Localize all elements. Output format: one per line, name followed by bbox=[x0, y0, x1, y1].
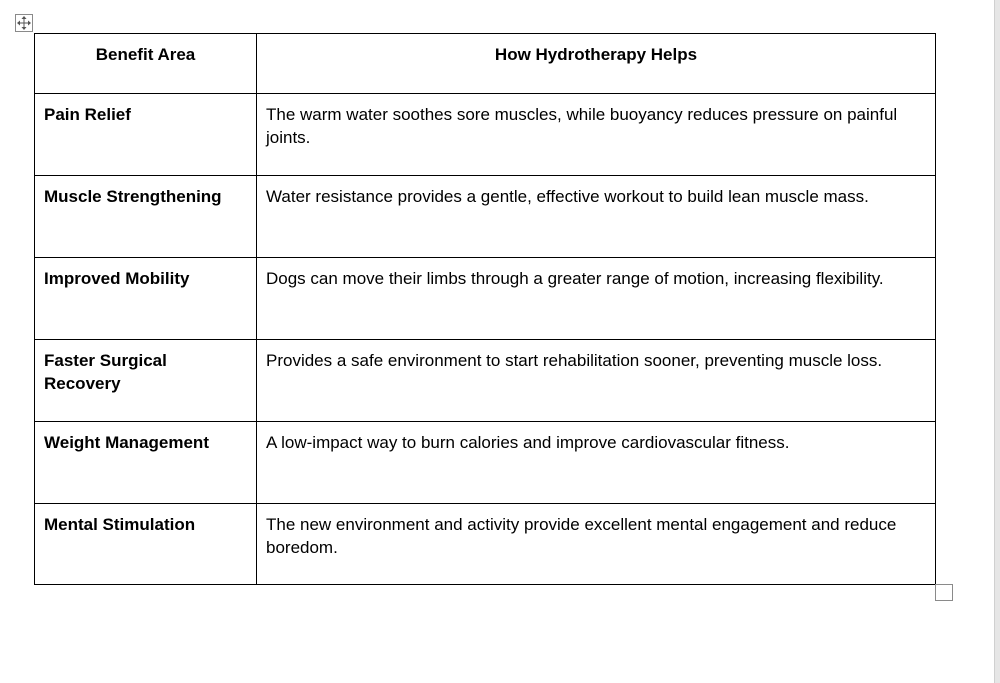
benefit-description-cell[interactable]: Provides a safe environment to start rehabilitation sooner, preventing muscle loss. bbox=[257, 340, 936, 422]
benefit-description-cell[interactable]: A low-impact way to burn calories and improve cardiovascular fitness. bbox=[257, 422, 936, 504]
header-how-hydrotherapy-helps[interactable]: How Hydrotherapy Helps bbox=[257, 34, 936, 94]
benefit-area-cell[interactable]: Mental Stimulation bbox=[35, 504, 257, 585]
table-row bbox=[35, 504, 936, 585]
benefit-description-cell[interactable]: The warm water soothes sore muscles, while buoyancy reduces pressure on painful joints. bbox=[257, 94, 936, 176]
table-row bbox=[35, 340, 936, 422]
table-header-row bbox=[35, 34, 936, 94]
table-row bbox=[35, 258, 936, 340]
benefit-area-cell[interactable]: Improved Mobility bbox=[35, 258, 257, 340]
four-way-arrow-icon bbox=[16, 15, 32, 31]
table-move-handle-icon[interactable] bbox=[15, 14, 33, 32]
benefit-area-cell[interactable]: Weight Management bbox=[35, 422, 257, 504]
benefit-description-cell[interactable]: The new environment and activity provide excellent mental engagement and reduce boredom. bbox=[257, 504, 936, 585]
benefit-area-cell[interactable]: Pain Relief bbox=[35, 94, 257, 176]
vertical-scrollbar[interactable] bbox=[994, 0, 1000, 683]
table-row bbox=[35, 422, 936, 504]
benefit-description-cell[interactable]: Water resistance provides a gentle, effective workout to build lean muscle mass. bbox=[257, 176, 936, 258]
benefit-area-cell[interactable]: Muscle Strengthening bbox=[35, 176, 257, 258]
table-row bbox=[35, 176, 936, 258]
benefit-area-cell[interactable]: Faster Surgical Recovery bbox=[35, 340, 257, 422]
benefit-description-cell[interactable]: Dogs can move their limbs through a greater range of motion, increasing flexibility. bbox=[257, 258, 936, 340]
header-benefit-area[interactable]: Benefit Area bbox=[35, 34, 257, 94]
hydrotherapy-benefits-table bbox=[34, 33, 936, 585]
table-row bbox=[35, 94, 936, 176]
table-resize-handle[interactable] bbox=[935, 584, 953, 601]
